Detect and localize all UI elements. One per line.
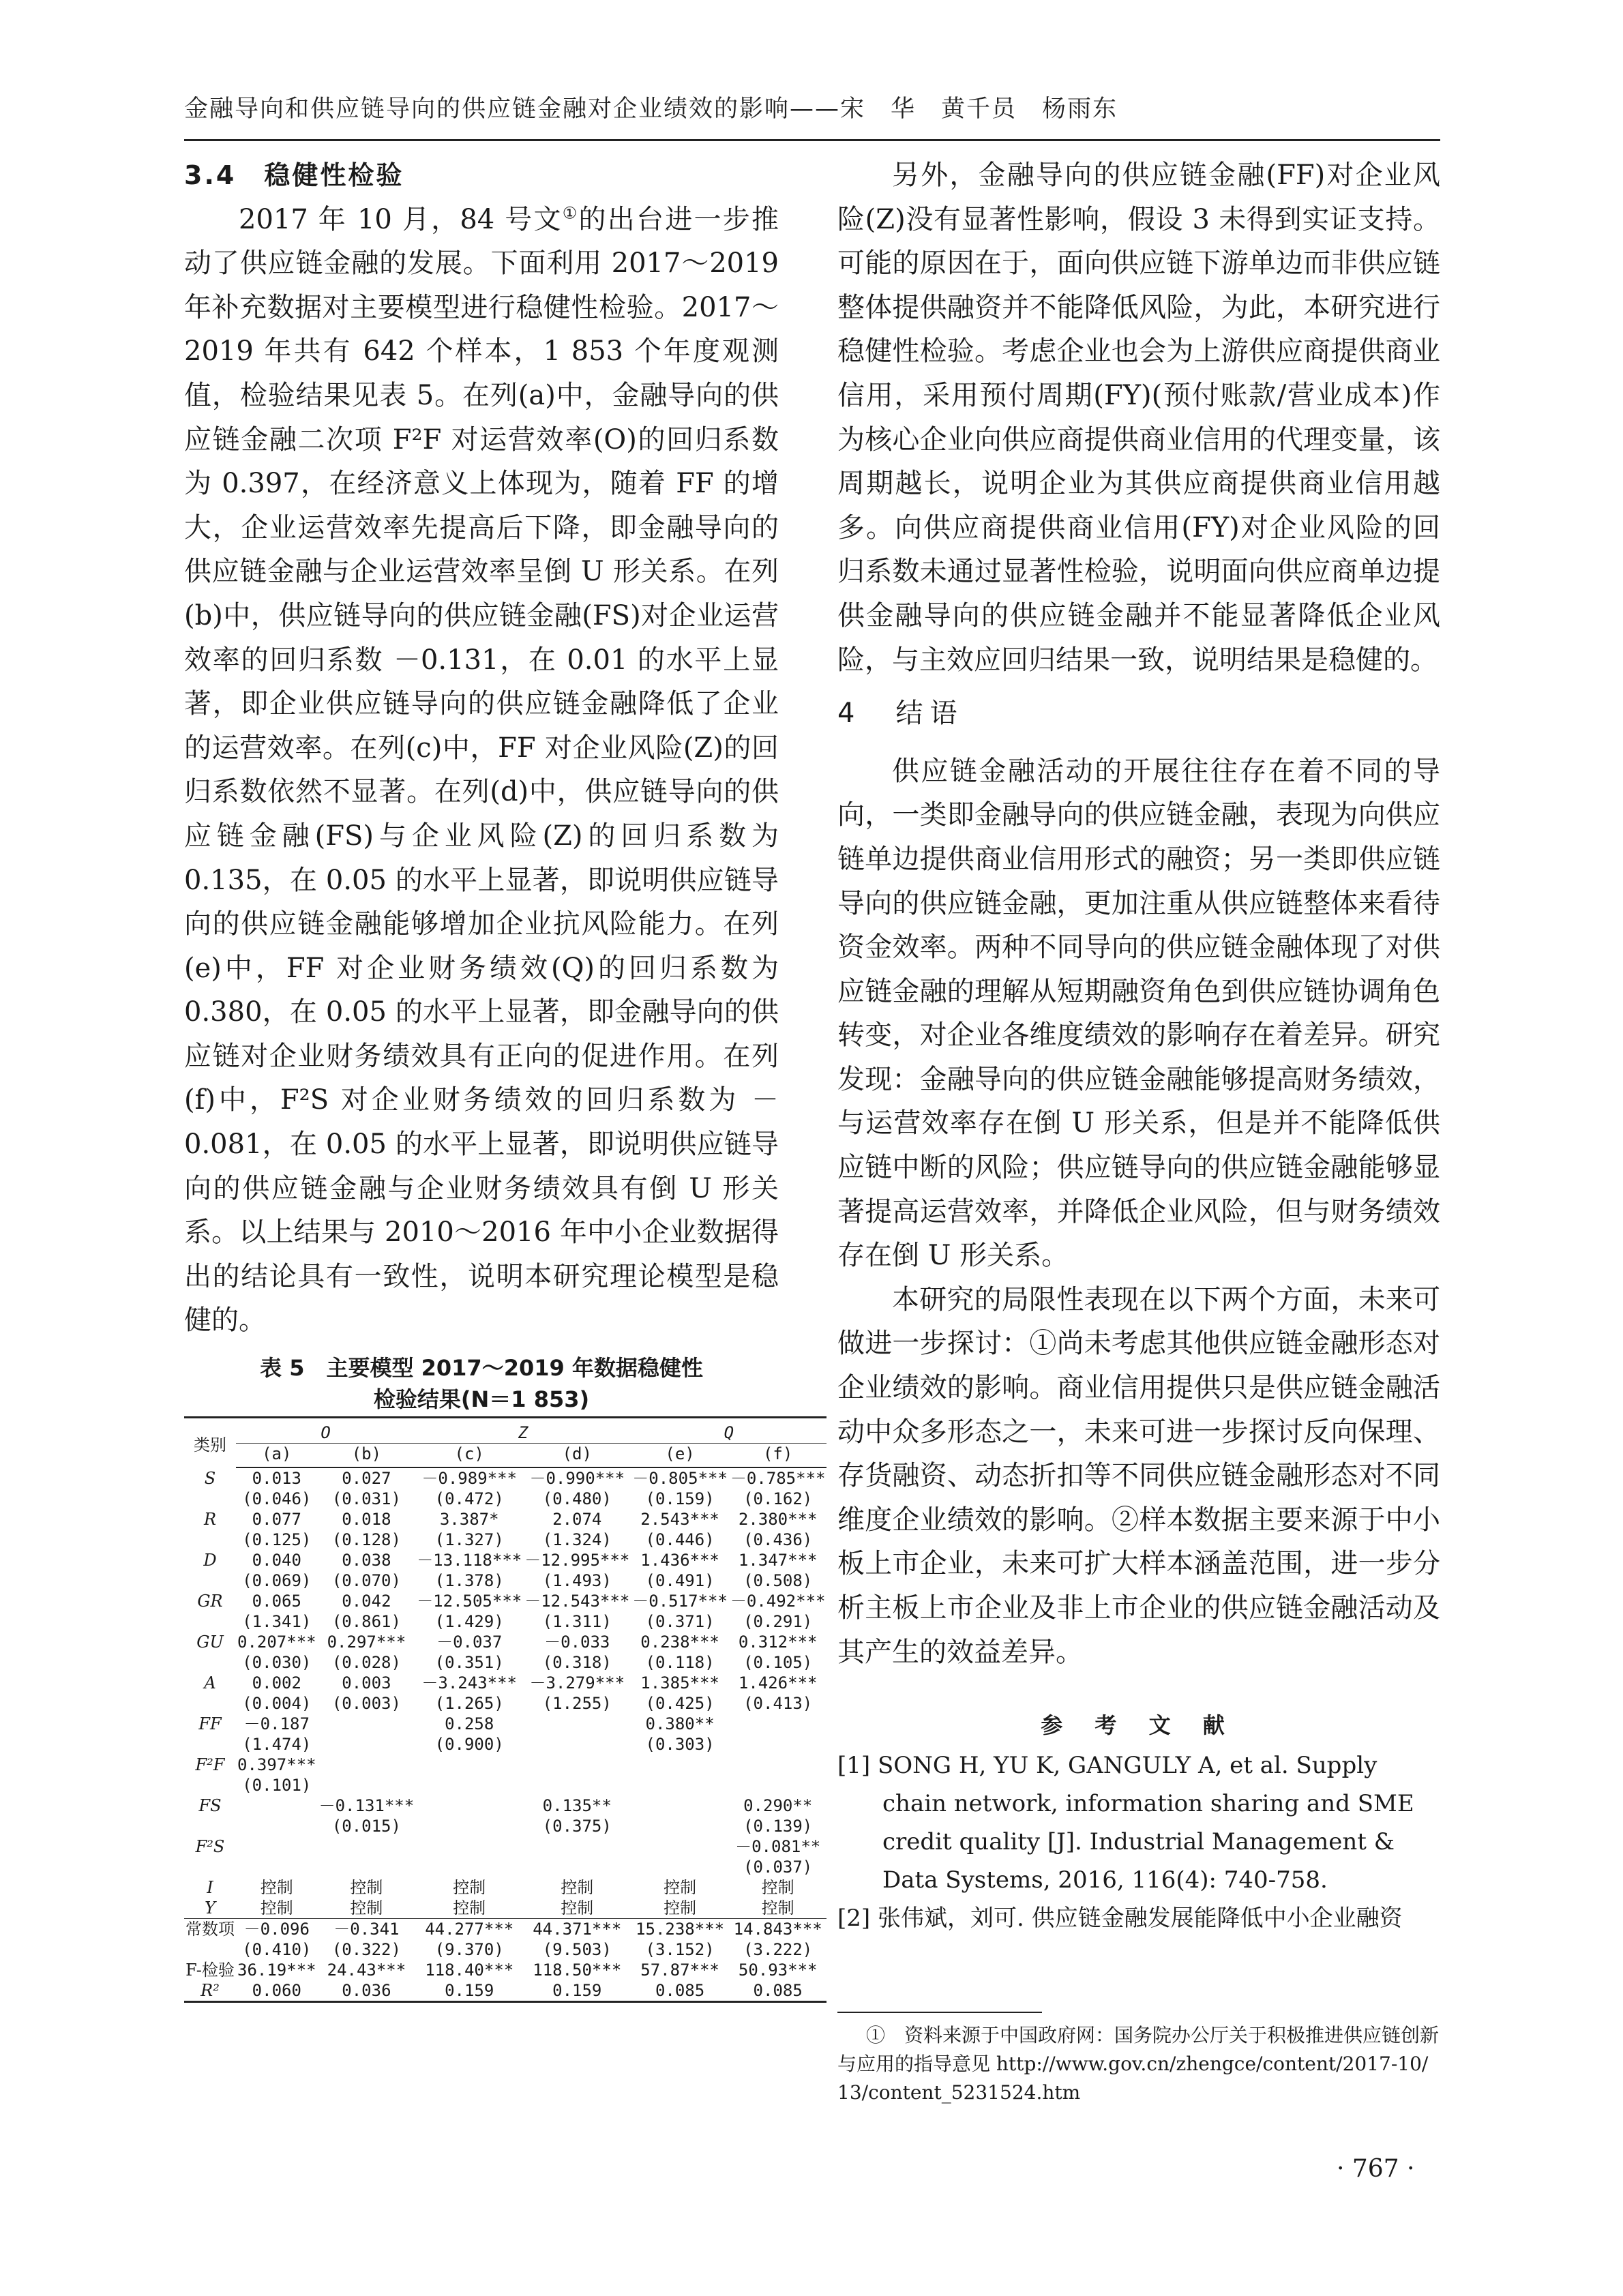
table-row: [184, 1939, 827, 1960]
table-cell: [729, 1775, 827, 1795]
table-cell: 0.060: [236, 1980, 318, 2002]
table-cell: (0.128): [331, 1530, 401, 1550]
section-heading-3-4: 3.4 稳健性检验: [184, 160, 404, 190]
table-row: [184, 1795, 827, 1816]
table-cell: (3.152): [645, 1940, 715, 1960]
table-row: [184, 1919, 827, 1940]
table-cell: (0.900): [434, 1735, 504, 1755]
table-cell: 控制: [260, 1878, 293, 1898]
table-cell: 控制: [561, 1878, 594, 1898]
table-row: [184, 1550, 827, 1570]
col-header-f: (f): [729, 1444, 827, 1468]
table-cell: (1.378): [434, 1571, 504, 1591]
table-cell: (0.070): [331, 1571, 401, 1591]
row-variable: [184, 1530, 236, 1550]
table-cell: (9.370): [434, 1940, 504, 1960]
table-row: [184, 1898, 827, 1919]
table-cell: [523, 1734, 631, 1755]
table-cell: (0.861): [331, 1612, 401, 1632]
row-variable: F-检验: [185, 1960, 235, 1980]
references-title: 参 考 文 献: [1041, 1712, 1237, 1739]
table-cell: －12.543***: [524, 1592, 630, 1611]
table-row: [184, 1570, 827, 1591]
table-cell: [729, 1714, 827, 1734]
row-variable: A: [204, 1673, 216, 1693]
table-cell: (0.031): [331, 1489, 401, 1509]
table-cell: 0.238***: [640, 1632, 719, 1652]
row-variable: [184, 1775, 236, 1795]
table-var-header: 类别: [184, 1418, 236, 1468]
table-cell: －0.785***: [730, 1469, 826, 1489]
table-cell: [318, 1857, 416, 1877]
table-cell: 0.085: [729, 1980, 827, 2002]
table-cell: 44.277***: [415, 1919, 523, 1940]
table-cell: 0.159: [523, 1980, 631, 2002]
row-variable: FF: [198, 1714, 222, 1734]
row-variable: D: [203, 1551, 217, 1570]
table-cell: 0.040: [252, 1551, 301, 1570]
table-cell: (0.436): [743, 1530, 813, 1550]
para-text-b: 的出台进一步推动了供应链金融的发展。下面利用 2017～2019 年补充数据对主要模型进行稳健性检验。2017～2019 年共有 642 个样本，1 853 个年度观测值，检验结果见表 5。在列(a)中，金融导向的供应链金融二次项 F²F 对运营效率(O)的回归系数为 0.397，在经济意义上体现为，随着 FF 的增大，企业运营效率先提高后下降，即金融导向的供应链金融与企业运营效率呈倒 U 形关系。在列(b)中，供应链导向的供应链金融(FS)对企业运营效率的回归系数 －0.131，在 0.01 的水平上显著，即企业供应链导向的供应链金融降低了企业的运营效率。在列(c)中，FF 对企业风险(Z)的回归系数依然不显著。在列(d)中，供应链导向的供应链金融(FS)与企业风险(Z)的回归系数为 0.135，在 0.05 的水平上显著，即说明供应链导向的供应链金融能够增加企业抗风险能力。在列(e)中，FF 对企业财务绩效(Q)的回归系数为 0.380，在 0.05 的水平上显著，即金融导向的供应链对企业财务绩效具有正向的促进作用。在列(f)中，F²S 对企业财务绩效的回归系数为 －0.081，在 0.05 的水平上显著，即说明供应链导向的供应链金融与企业财务绩效具有倒 U 形关系。以上结果与 2010～2016 年中小企业数据得出的结论具有一致性，说明本研究理论模型是稳健的。: [184, 203, 779, 1337]
col-header-a: (a): [236, 1444, 318, 1468]
col-header-e: (e): [631, 1444, 729, 1468]
table-cell: －0.492***: [730, 1592, 826, 1611]
table-cell: [523, 1857, 631, 1877]
reference-item: [2] 张伟斌，刘可. 供应链金融发展能降低中小企业融资: [837, 1905, 1403, 1933]
table-cell: 0.038: [342, 1551, 391, 1570]
paragraph-risk: 另外，金融导向的供应链金融(FF)对企业风险(Z)没有显著性影响，假设 3 未得到实证支持。可能的原因在于，面向供应链下游单边而非供应链整体提供融资并不能降低风险，为此，本研究进行稳健性检验。考虑企业也会为上游供应商提供商业信用，采用预付周期(FY)(预付账款/营业成本)作为核心企业向供应商提供商业信用的代理变量，该周期越长，说明企业为其供应商提供商业信用越多。向供应商提供商业信用(FY)对企业风险的回归系数未通过显著性检验，说明面向供应商单边提供金融导向的供应链金融并不能显著降低企业风险，与主效应回归结果一致，说明结果是稳健的。: [837, 160, 1440, 676]
table-row: [184, 1836, 827, 1857]
table-cell: [523, 1836, 631, 1857]
table-cell: [631, 1857, 729, 1877]
table-cell: [523, 1775, 631, 1795]
table-cell: 36.19***: [237, 1960, 316, 1980]
table-cell: (0.028): [331, 1653, 401, 1673]
table-cell: 控制: [260, 1898, 293, 1918]
table-cell: (9.503): [542, 1940, 612, 1960]
row-variable: [184, 1611, 236, 1632]
table-cell: 24.43***: [327, 1960, 406, 1980]
table-cell: 2.543***: [640, 1510, 719, 1530]
table-cell: (0.491): [645, 1571, 715, 1591]
row-variable: GR: [197, 1592, 223, 1611]
table-cell: 15.238***: [631, 1919, 729, 1940]
row-variable: [184, 1857, 236, 1877]
table-cell: [415, 1836, 523, 1857]
table-cell: 0.135**: [542, 1796, 612, 1816]
table-row: [184, 1960, 827, 1980]
table-row: [184, 1530, 827, 1550]
table-cell: 44.371***: [523, 1919, 631, 1940]
table-cell: (1.474): [242, 1735, 312, 1755]
table-cell: [318, 1755, 416, 1775]
table-cell: 14.843***: [729, 1919, 827, 1940]
row-variable: R: [203, 1510, 217, 1530]
table-cell: [236, 1795, 318, 1816]
table-cell: (3.222): [743, 1940, 813, 1960]
footnote-rule: [837, 2012, 1042, 2013]
table-cell: －0.187: [243, 1714, 310, 1734]
table-cell: (0.030): [242, 1653, 312, 1673]
footnote-text: ① 资料来源于中国政府网：国务院办公厅关于积极推进供应链创新与应用的指导意见 http://www.gov.cn/zhengce/content/2017-10/13/content_5231524.htm: [837, 2024, 1440, 2104]
page-number: · 767 ·: [1337, 2155, 1415, 2183]
table-cell: (0.105): [743, 1653, 813, 1673]
table-cell: (0.303): [645, 1735, 715, 1755]
table-cell: (0.425): [645, 1694, 715, 1714]
table-row: [184, 1652, 827, 1673]
reference-item: [1] SONG H, YU K, GANGULY A, et al. Supply chain network, information sharing and SME credit quality [J]. Industrial Management & Data Systems, 2016, 116(4): 740-758.: [837, 1752, 1414, 1894]
table-cell: 0.290**: [743, 1796, 813, 1816]
table-cell: 3.387*: [439, 1510, 499, 1530]
table-cell: －3.279***: [529, 1673, 625, 1693]
table-row: [184, 1467, 827, 1489]
row-variable: FS: [198, 1796, 222, 1816]
table-cell: 控制: [761, 1898, 794, 1918]
footnote-marker[interactable]: ①: [562, 203, 579, 223]
table-cell: [523, 1755, 631, 1775]
table-cell: (0.125): [242, 1530, 312, 1550]
table-cell: (1.265): [434, 1694, 504, 1714]
table-cell: 2.074: [552, 1510, 602, 1530]
table-cell: 0.036: [318, 1980, 416, 2002]
table-cell: 2.380***: [738, 1510, 818, 1530]
table-cell: 1.385***: [640, 1673, 719, 1693]
table-cell: －0.081**: [735, 1837, 821, 1857]
table-cell: (1.324): [542, 1530, 612, 1550]
table-row: [184, 1857, 827, 1877]
table-cell: 控制: [350, 1878, 383, 1898]
row-variable: [184, 1734, 236, 1755]
table-cell: 0.077: [252, 1510, 301, 1530]
table-row: [184, 1816, 827, 1836]
paragraph-conclusion: 供应链金融活动的开展往往存在着不同的导向，一类即金融导向的供应链金融，表现为向供应链单边提供商业信用形式的融资；另一类即供应链导向的供应链金融，更加注重从供应链整体来看待资金效率。两种不同导向的供应链金融体现了对供应链金融的理解从短期融资角色到供应链协调角色转变，对企业各维度绩效的影响存在着差异。研究发现：金融导向的供应链金融能够提高财务绩效，与运营效率存在倒 U 形关系，但是并不能降低供应链中断的风险；供应链导向的供应链金融能够显著提高运营效率，并降低企业风险，但与财务绩效存在倒 U 形关系。: [837, 755, 1440, 1272]
table-cell: (0.446): [645, 1530, 715, 1550]
section-heading-4: 4 结语: [837, 698, 964, 730]
table-cell: [631, 1836, 729, 1857]
table-cell: 0.013: [252, 1469, 301, 1489]
table-row: [184, 1775, 827, 1795]
table-cell: 控制: [664, 1898, 697, 1918]
table-cell: 118.40***: [425, 1960, 514, 1980]
paragraph-robustness: [184, 198, 779, 1343]
table-cell: (1.327): [434, 1530, 504, 1550]
table-cell: 0.003: [342, 1673, 391, 1693]
table-cell: (0.413): [743, 1694, 813, 1714]
table-cell: (0.291): [743, 1612, 813, 1632]
table-cell: (0.371): [645, 1612, 715, 1632]
table-cell: －12.995***: [524, 1551, 630, 1570]
table-cell: 57.87***: [640, 1960, 719, 1980]
row-variable: [184, 1939, 236, 1960]
table-row: [184, 1591, 827, 1611]
left-column: [184, 153, 826, 2003]
table-cell: (0.351): [434, 1653, 504, 1673]
table-cell: [415, 1795, 523, 1816]
table-cell: 控制: [561, 1898, 594, 1918]
table-row: [184, 1734, 827, 1755]
table-cell: 0.312***: [738, 1632, 818, 1652]
table-cell: 0.159: [415, 1980, 523, 2002]
table-cell: [523, 1714, 631, 1734]
table-cell: [318, 1714, 416, 1734]
table-row: [184, 1509, 827, 1530]
table-cell: 0.002: [252, 1673, 301, 1693]
row-variable: [184, 1570, 236, 1591]
table-cell: (0.472): [434, 1489, 504, 1509]
table-cell: (1.255): [542, 1694, 612, 1714]
para-text-a: 2017 年 10 月，84 号文: [239, 203, 563, 235]
row-variable: I: [207, 1878, 213, 1898]
col-header-b: (b): [318, 1444, 416, 1468]
row-variable: GU: [196, 1632, 224, 1652]
row-variable: Y: [205, 1898, 215, 1918]
table-cell: 0.258: [445, 1714, 494, 1734]
table-cell: 1.347***: [738, 1551, 818, 1570]
table-cell: [318, 1734, 416, 1755]
table-row: [184, 1489, 827, 1509]
table-row: [184, 1980, 827, 2002]
table-cell: －0.517***: [632, 1592, 728, 1611]
table-cell: 0.085: [631, 1980, 729, 2002]
table-cell: [236, 1816, 318, 1836]
group-header-z: Z: [415, 1418, 631, 1444]
table-cell: 控制: [350, 1898, 383, 1918]
table-cell: 1.436***: [640, 1551, 719, 1570]
table-cell: (0.159): [645, 1489, 715, 1509]
group-header-q: Q: [631, 1418, 827, 1444]
paragraph-limitations: 本研究的局限性表现在以下两个方面，未来可做进一步探讨：①尚未考虑其他供应链金融形态对企业绩效的影响。商业信用提供只是供应链金融活动中众多形态之一，未来可进一步探讨反向保理、存货融资、动态折扣等不同供应链金融形态对不同维度企业绩效的影响。②样本数据主要来源于中小板上市企业，未来可扩大样本涵盖范围，进一步分析主板上市企业及非上市企业的供应链金融活动及其产生的效益差异。: [837, 1283, 1440, 1668]
table-cell: －0.033: [544, 1632, 610, 1652]
table-cell: [631, 1775, 729, 1795]
running-header: 金融导向和供应链导向的供应链金融对企业绩效的影响——宋 华 黄千员 杨雨东: [184, 94, 1440, 141]
table-cell: －0.131***: [318, 1796, 415, 1816]
table-cell: －0.096: [236, 1919, 318, 1940]
table-cell: (0.004): [242, 1694, 312, 1714]
table-cell: (0.410): [242, 1940, 312, 1960]
regression-table: [184, 1416, 827, 2003]
table-cell: 0.027: [342, 1469, 391, 1489]
table-cell: －0.341: [318, 1919, 416, 1940]
table-row: [184, 1714, 827, 1734]
table-row: [184, 1755, 827, 1775]
table-cell: (0.318): [542, 1653, 612, 1673]
table-cell: [415, 1816, 523, 1836]
table-cell: [236, 1836, 318, 1857]
col-header-c: (c): [415, 1444, 523, 1468]
table-cell: [729, 1755, 827, 1775]
table-cell: (0.508): [743, 1571, 813, 1591]
table-cell: 50.93***: [738, 1960, 818, 1980]
table-cell: (0.375): [542, 1817, 612, 1836]
table-caption: [184, 1352, 779, 1415]
table-cell: －0.990***: [529, 1469, 625, 1489]
table-cell: (0.003): [331, 1694, 401, 1714]
table-cell: (0.480): [542, 1489, 612, 1509]
row-variable: [184, 1652, 236, 1673]
footnote: [837, 2012, 1440, 2107]
table-cell: －12.505***: [417, 1592, 522, 1611]
right-column: [837, 153, 1440, 1937]
table-row: [184, 1632, 827, 1652]
table-row: [184, 1611, 827, 1632]
table-caption-line1: 表 5 主要模型 2017～2019 年数据稳健性: [260, 1355, 703, 1382]
col-header-d: (d): [523, 1444, 631, 1468]
table-cell: (1.429): [434, 1612, 504, 1632]
table-cell: (0.118): [645, 1653, 715, 1673]
table-row: [184, 1693, 827, 1714]
table-cell: (0.101): [242, 1776, 312, 1795]
table-cell: [631, 1755, 729, 1775]
regression-table-body: [184, 1467, 827, 2002]
row-variable: S: [204, 1468, 216, 1488]
table-cell: －0.037: [436, 1632, 503, 1652]
row-variable: [184, 1816, 236, 1836]
table-cell: (0.139): [743, 1817, 813, 1836]
table-cell: [415, 1755, 523, 1775]
table-cell: －3.243***: [421, 1673, 517, 1693]
table-cell: (0.046): [242, 1489, 312, 1509]
table-cell: [415, 1857, 523, 1877]
table-cell: [318, 1775, 416, 1795]
table-cell: 控制: [664, 1878, 697, 1898]
row-variable: R²: [184, 1980, 236, 2002]
table-cell: (1.341): [242, 1612, 312, 1632]
table-cell: (0.069): [242, 1571, 312, 1591]
table-cell: 0.042: [342, 1592, 391, 1611]
row-variable: 常数项: [185, 1920, 235, 1939]
table-cell: －0.805***: [632, 1469, 728, 1489]
table-cell: (0.162): [743, 1489, 813, 1509]
table-cell: [236, 1857, 318, 1877]
table-cell: [318, 1836, 416, 1857]
table-cell: －13.118***: [417, 1551, 522, 1570]
table-cell: (0.037): [743, 1858, 813, 1877]
table-cell: (1.311): [542, 1612, 612, 1632]
table-cell: (0.322): [331, 1940, 401, 1960]
table-cell: (0.015): [331, 1817, 401, 1836]
row-variable: F²S: [195, 1837, 225, 1857]
table-cell: [415, 1775, 523, 1795]
table-cell: (1.493): [542, 1571, 612, 1591]
table-cell: 0.397***: [237, 1755, 316, 1775]
table-cell: 0.018: [342, 1510, 391, 1530]
row-variable: F²F: [195, 1755, 225, 1775]
table-row: [184, 1673, 827, 1693]
table-cell: 控制: [761, 1878, 794, 1898]
table-cell: 0.065: [252, 1592, 301, 1611]
row-variable: [184, 1693, 236, 1714]
table-cell: －0.989***: [421, 1469, 517, 1489]
table-cell: 控制: [453, 1898, 486, 1918]
table-cell: 0.380**: [645, 1714, 715, 1734]
table-cell: [631, 1795, 729, 1816]
table-cell: 控制: [453, 1878, 486, 1898]
table-cell: 0.297***: [327, 1632, 406, 1652]
table-row: [184, 1877, 827, 1898]
table-cell: 0.207***: [237, 1632, 316, 1652]
table-cell: [729, 1734, 827, 1755]
table-cell: [631, 1816, 729, 1836]
table-caption-line2: 检验结果(N＝1 853): [373, 1386, 590, 1413]
table-cell: 118.50***: [533, 1960, 622, 1980]
group-header-o: O: [236, 1418, 415, 1444]
table-cell: 1.426***: [738, 1673, 818, 1693]
row-variable: [184, 1489, 236, 1509]
